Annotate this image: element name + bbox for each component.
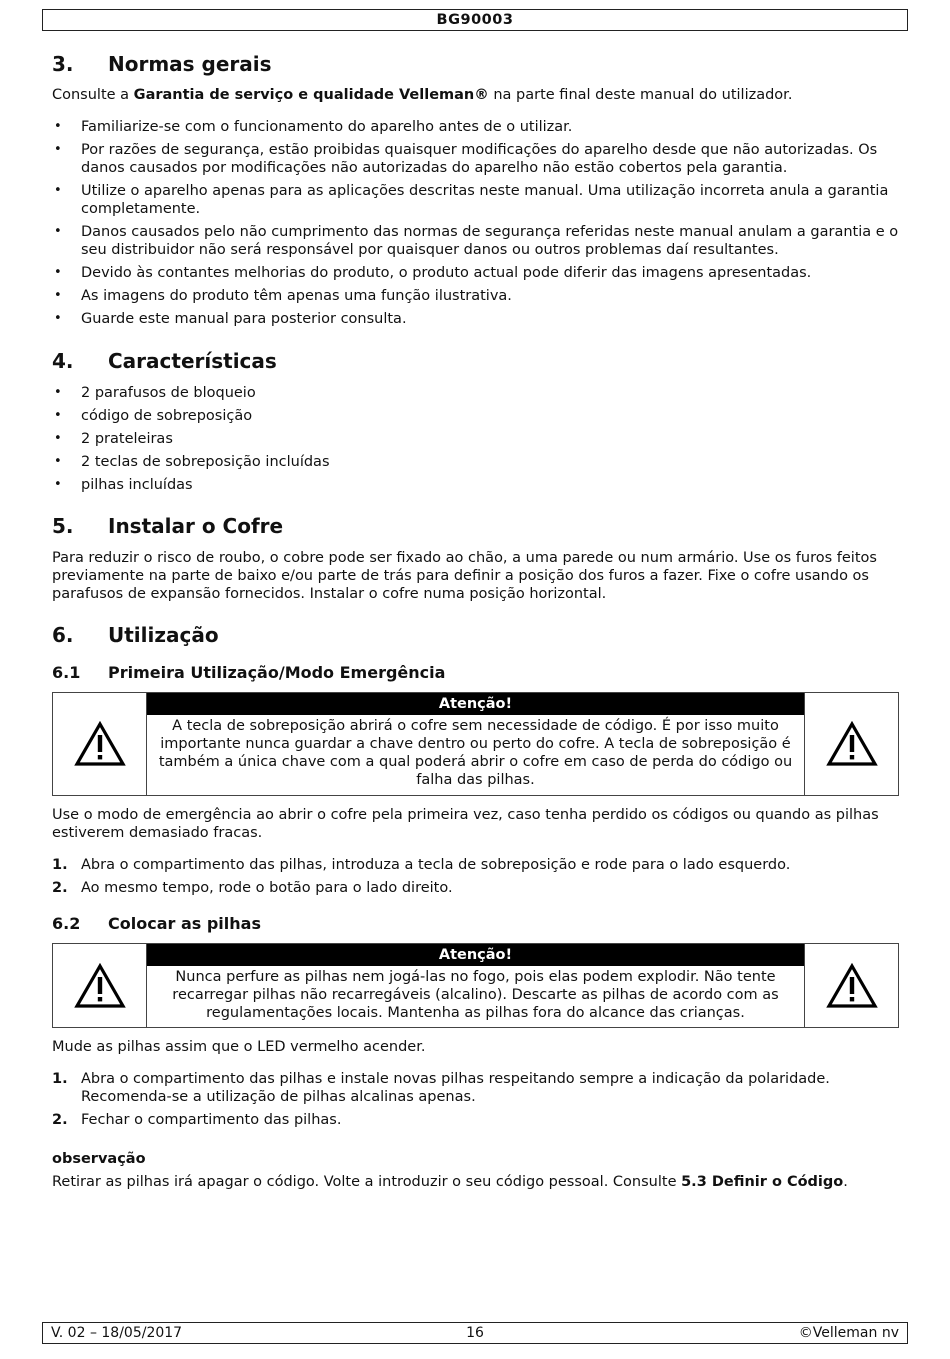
step-item <box>52 1111 902 1129</box>
warning-title: Atenção! <box>147 944 804 966</box>
subsection-6-2-text: Mude as pilhas assim que o LED vermelho acender. <box>52 1039 426 1055</box>
warning-icon-left-cell <box>53 944 147 1027</box>
section-4-heading <box>52 348 277 374</box>
list-item: • Utilize o aparelho apenas para as aplicações descritas neste manual. Uma utilização incorreta anula a garantia completamente. <box>52 182 902 218</box>
step-text: Ao mesmo tempo, rode o botão para o lado direito. <box>81 880 453 896</box>
section-6-heading <box>52 622 219 648</box>
list-item: • Guarde este manual para posterior consulta. <box>52 310 902 328</box>
note-text-start: Retirar as pilhas irá apagar o código. Volte a introduzir o seu código pessoal. Consulte <box>52 1174 682 1190</box>
subsection-6-1-text: Use o modo de emergência ao abrir o cofre pela primeira vez, caso tenha perdido os códigos ou quando as pilhas estiverem demasiado fracas. <box>52 807 879 841</box>
subsection-6-1-steps <box>52 856 902 902</box>
subsection-6-1-heading <box>52 662 445 684</box>
section-3-heading <box>52 51 272 77</box>
intro-bold-text: Garantia de serviço e qualidade Velleman® <box>133 87 489 103</box>
list-item: • As imagens do produto têm apenas uma função ilustrativa. <box>52 287 902 305</box>
section-3-bullet-list <box>52 118 902 333</box>
subsection-6-2-steps <box>52 1070 902 1134</box>
note-title: observação <box>52 1151 146 1167</box>
section-4-bullet-list <box>52 384 902 499</box>
intro-text: Consulte a <box>52 87 134 103</box>
page-header <box>42 9 908 31</box>
footer-page-number: 16 <box>466 1325 484 1341</box>
subsection-title: Primeira Utilização/Modo Emergência <box>108 663 446 682</box>
warning-text: Nunca perfure as pilhas nem jogá-las no fogo, pois elas podem explodir. Não tente recarregar pilhas não recarregáveis (alcalino). Descarte as pilhas de acordo com as regulamentações locais. Mantenha as pilhas fora do alcance das crianças. <box>172 969 779 1021</box>
subsection-number: 6.1 <box>52 663 81 682</box>
section-number: 5. <box>52 514 74 538</box>
section-title: Instalar o Cofre <box>108 514 284 538</box>
warning-icon-right-cell <box>804 944 898 1027</box>
step-text: Abra o compartimento das pilhas, introduza a tecla de sobreposição e rode para o lado esquerdo. <box>81 857 791 873</box>
warning-box-6-2 <box>52 943 899 1028</box>
subsection-number: 6.2 <box>52 914 81 933</box>
footer-version: V. 02 – 18/05/2017 <box>51 1325 183 1341</box>
step-text: Abra o compartimento das pilhas e instale novas pilhas respeitando sempre a indicação da polaridade. Recomenda-se a utilização de pilhas alcalinas apenas. <box>81 1071 830 1105</box>
warning-triangle-icon <box>826 963 878 1009</box>
step-item <box>52 879 902 897</box>
warning-title: Atenção! <box>147 693 804 715</box>
list-item: • Devido às contantes melhorias do produto, o produto actual pode diferir das imagens apresentadas. <box>52 264 902 282</box>
list-item: • 2 prateleiras <box>52 430 902 448</box>
warning-icon-right-cell <box>804 693 898 795</box>
section-title: Características <box>108 349 277 373</box>
list-item: • código de sobreposição <box>52 407 902 425</box>
section-number: 4. <box>52 349 74 373</box>
step-text: Fechar o compartimento das pilhas. <box>81 1112 342 1128</box>
note-text-end: . <box>843 1174 848 1190</box>
page-footer <box>42 1322 908 1344</box>
section-5-text: Para reduzir o risco de roubo, o cobre pode ser fixado ao chão, a uma parede ou num armário. Use os furos feitos previamente na parte de baixo e/ou parte de trás para definir a posição dos furos a fazer. Fixe o cofre usando os parafusos de expansão fornecidos. Instalar o cofre numa posição horizontal. <box>52 550 877 602</box>
warning-triangle-icon <box>74 963 126 1009</box>
warning-triangle-icon <box>826 721 878 767</box>
warning-box-6-1 <box>52 692 899 796</box>
subsection-6-2-heading <box>52 913 261 935</box>
step-item <box>52 1070 902 1106</box>
step-number: 2. <box>52 1112 68 1128</box>
section-3-intro <box>52 86 902 104</box>
list-item: • pilhas incluídas <box>52 476 902 494</box>
list-item: • 2 teclas de sobreposição incluídas <box>52 453 902 471</box>
warning-text: A tecla de sobreposição abrirá o cofre sem necessidade de código. É por isso muito importante nunca guardar a chave dentro ou perto do cofre. A tecla de sobreposição é também a única chave com a qual poderá abrir o cofre em caso de perda do código ou falha das pilhas. <box>158 718 793 788</box>
list-item: • Familiarize-se com o funcionamento do aparelho antes de o utilizar. <box>52 118 902 136</box>
note-text <box>52 1173 902 1191</box>
section-number: 3. <box>52 52 74 76</box>
model-number: BG90003 <box>436 12 514 28</box>
list-item: • 2 parafusos de bloqueio <box>52 384 902 402</box>
list-item: • Por razões de segurança, estão proibidas quaisquer modificações do aparelho desde que não autorizadas. Os danos causados por modificações não autorizadas do aparelho não estão cobertos pela garantia. <box>52 141 902 177</box>
section-5-heading <box>52 513 283 539</box>
warning-icon-left-cell <box>53 693 147 795</box>
subsection-title: Colocar as pilhas <box>108 914 261 933</box>
section-title: Utilização <box>108 623 219 647</box>
step-number: 1. <box>52 857 68 873</box>
section-title: Normas gerais <box>108 52 272 76</box>
section-number: 6. <box>52 623 74 647</box>
warning-triangle-icon <box>74 721 126 767</box>
footer-copyright: ©Velleman nv <box>798 1325 899 1341</box>
step-number: 1. <box>52 1071 68 1087</box>
note-reference: 5.3 Definir o Código <box>681 1174 844 1190</box>
intro-text-end: na parte final deste manual do utilizador. <box>488 87 793 103</box>
step-item <box>52 856 902 874</box>
step-number: 2. <box>52 880 68 896</box>
list-item: • Danos causados pelo não cumprimento das normas de segurança referidas neste manual anulam a garantia e o seu distribuidor não será responsável por quaisquer danos ou outros problemas daí resultantes. <box>52 223 902 259</box>
